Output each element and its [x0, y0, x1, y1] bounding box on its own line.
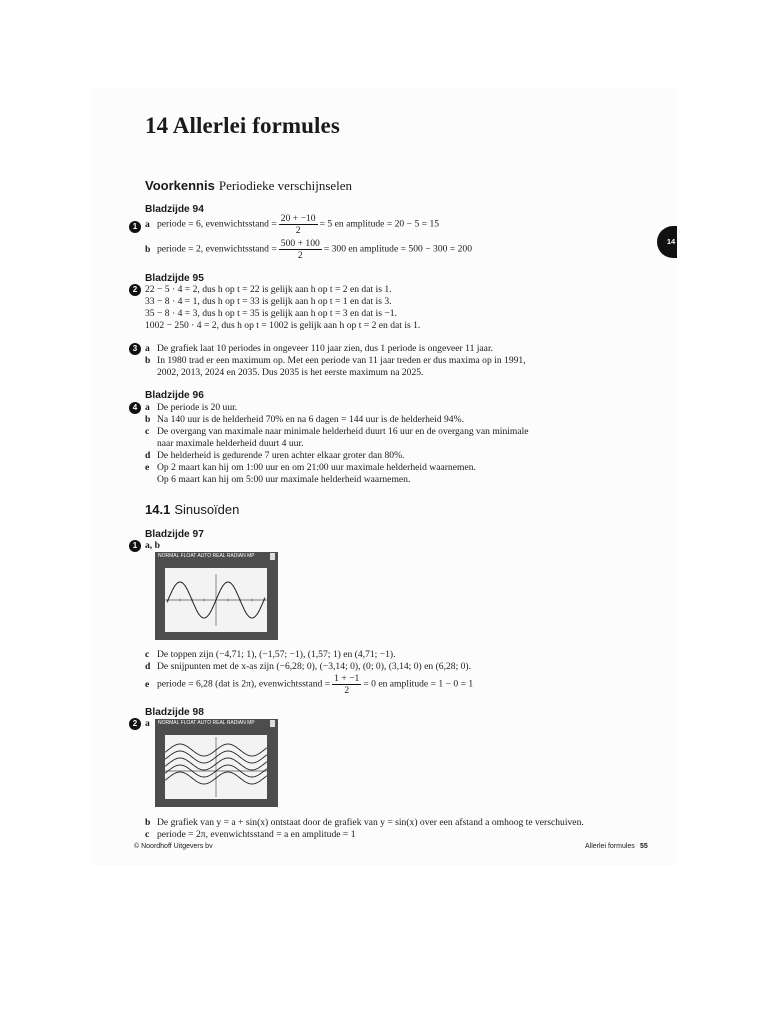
item-letter: d: [145, 661, 151, 672]
item-letter: e: [145, 462, 150, 473]
answer-text: De periode is 20 uur.: [157, 402, 238, 413]
answer-text: periode = 6, evenwichtsstand =: [157, 218, 277, 230]
item-letter: a: [145, 343, 150, 354]
answer-text: Na 140 uur is de helderheid 70% en na 6 dagen = 144 uur is de helderheid 94%.: [157, 414, 464, 425]
answer-96-c: [145, 426, 529, 438]
item-letters-ab: a, b: [145, 540, 160, 551]
calculator-screenshot-1: [155, 552, 278, 640]
item-letter: d: [145, 450, 151, 461]
answer-94-a: [145, 213, 439, 236]
section-heading-14-1: [145, 502, 239, 518]
answer-97-d: [145, 661, 471, 673]
question-number-3: 3: [129, 343, 141, 355]
answer-96-e-cont: Op 6 maart kan hij om 5:00 uur maximale helderheid waarnemen.: [157, 474, 411, 485]
answer-text: In 1980 trad er een maximum op. Met een periode van 11 jaar treden er dus maxima op in 1991,: [157, 355, 526, 366]
chapter-title: 14 Allerlei formules: [145, 113, 340, 138]
answer-text: De grafiek van y = a + sin(x) ontstaat door de grafiek van y = sin(x) over een afstand a omhoog te verschuiven.: [157, 817, 584, 828]
answer-text: De snijpunten met de x-as zijn (−6,28; 0), (−3,14; 0), (0; 0), (3,14; 0) en (6,28; 0).: [157, 661, 472, 672]
fraction: [332, 673, 361, 696]
fraction-numerator: 1 + −1: [334, 673, 360, 684]
calculator-screenshot-2: [155, 719, 278, 807]
page-ref-97: Bladzijde 97: [145, 529, 204, 540]
section-number: 14.1: [145, 502, 171, 517]
question-number-1: 1: [129, 221, 141, 233]
answer-96-a: [145, 402, 237, 414]
fraction-denominator: 2: [295, 225, 301, 236]
answer-96-e: [145, 462, 476, 474]
calculator-graph-area: [165, 735, 267, 799]
page-ref-95: Bladzijde 95: [145, 273, 204, 284]
answer-text: De overgang van maximale naar minimale helderheid duurt 16 uur en de overgang van minimale: [157, 426, 529, 437]
item-letter: b: [145, 817, 151, 828]
item-letter: c: [145, 426, 150, 437]
item-letter: c: [145, 649, 150, 660]
question-number-2: 2: [129, 284, 141, 296]
answer-97-e: [145, 673, 473, 696]
voorkennis-heading: [145, 178, 352, 194]
fraction-denominator: 2: [344, 685, 350, 696]
item-letter-a: a: [145, 718, 150, 729]
page-ref-96: Bladzijde 96: [145, 390, 204, 401]
item-letter: a: [145, 402, 150, 413]
answer-96-c-cont: naar maximale helderheid duurt 4 uur.: [157, 438, 304, 449]
footer-page-number: 55: [640, 843, 648, 850]
answer-96-b: [145, 414, 464, 426]
item-letter: b: [145, 414, 151, 425]
answer-95-q2-line: 1002 − 250 · 4 = 2, dus h op t = 1002 is gelijk aan h op t = 2 en dat is 1.: [145, 320, 421, 331]
answer-95-q2-line: 22 − 5 · 4 = 2, dus h op t = 22 is gelijk aan h op t = 2 en dat is 1.: [145, 284, 392, 295]
calculator-graph-area: [165, 568, 267, 632]
item-letter: b: [145, 243, 151, 255]
fraction-numerator: 500 + 100: [280, 238, 320, 249]
answer-text: = 0 en amplitude = 1 − 0 = 1: [363, 678, 474, 690]
answer-97-c: [145, 649, 396, 661]
fraction-denominator: 2: [297, 250, 303, 261]
sine-graph: [165, 568, 267, 632]
answer-text: = 300 en amplitude = 500 − 300 = 200: [323, 243, 473, 255]
fraction-numerator: 20 + −10: [280, 213, 316, 224]
chapter-tab: 14: [657, 226, 677, 258]
page-ref-94: Bladzijde 94: [145, 204, 204, 215]
answer-text: De grafiek laat 10 periodes in ongeveer 110 jaar zien, dus 1 periode is ongeveer 11 jaar.: [157, 343, 494, 354]
voorkennis-label: Voorkennis: [145, 178, 215, 193]
answer-text: = 5 en amplitude = 20 − 5 = 15: [319, 218, 440, 230]
footer-running-title: Allerlei formules: [585, 843, 635, 850]
answer-98-c: [145, 829, 356, 841]
fraction: [279, 213, 318, 236]
shifted-sine-graphs: [165, 735, 267, 799]
answer-95-q3-b-cont: 2002, 2013, 2024 en 2035. Dus 2035 is het eerste maximum na 2025.: [157, 367, 424, 378]
answer-96-d: [145, 450, 404, 462]
answer-text: Op 2 maart kan hij om 1:00 uur en om 21:00 uur maximale helderheid waarnemen.: [157, 462, 476, 473]
answer-94-b: [145, 238, 472, 261]
section-title: Sinusoïden: [174, 502, 240, 517]
answer-text: periode = 2π, evenwichtsstand = a en amplitude = 1: [157, 829, 356, 840]
item-letter: a: [145, 218, 150, 230]
question-number-2: 2: [129, 718, 141, 730]
item-letter: c: [145, 829, 150, 840]
footer-copyright: © Noordhoff Uitgevers bv: [134, 843, 213, 850]
fraction: [279, 238, 322, 261]
answer-text: periode = 6,28 (dat is 2π), evenwichtsstand =: [157, 678, 331, 690]
question-number-4: 4: [129, 402, 141, 414]
answer-98-b: [145, 817, 584, 829]
answer-95-q3-a: [145, 343, 493, 355]
item-letter: e: [145, 678, 150, 690]
answer-95-q2-line: 33 − 8 · 4 = 1, dus h op t = 33 is gelijk aan h op t = 1 en dat is 3.: [145, 296, 392, 307]
answer-95-q3-b: [145, 355, 526, 367]
page-ref-98: Bladzijde 98: [145, 707, 204, 718]
answer-text: De toppen zijn (−4,71; 1), (−1,57; −1), (1,57; 1) en (4,71; −1).: [157, 649, 396, 660]
battery-icon: [270, 553, 275, 560]
calculator-status-bar: NORMAL FLOAT AUTO REAL RADIAN MP: [158, 553, 255, 559]
answer-text: De helderheid is gedurende 7 uren achter elkaar groter dan 80%.: [157, 450, 405, 461]
calculator-status-bar: NORMAL FLOAT AUTO REAL RADIAN MP: [158, 720, 255, 726]
voorkennis-title: Periodieke verschijnselen: [218, 178, 353, 193]
sine-curve-family: [165, 744, 267, 784]
question-number-1: 1: [129, 540, 141, 552]
answer-text: periode = 2, evenwichtsstand =: [157, 243, 277, 255]
answer-95-q2-line: 35 − 8 · 4 = 3, dus h op t = 35 is gelijk aan h op t = 3 en dat is −1.: [145, 308, 397, 319]
battery-icon: [270, 720, 275, 727]
item-letter: b: [145, 355, 151, 366]
